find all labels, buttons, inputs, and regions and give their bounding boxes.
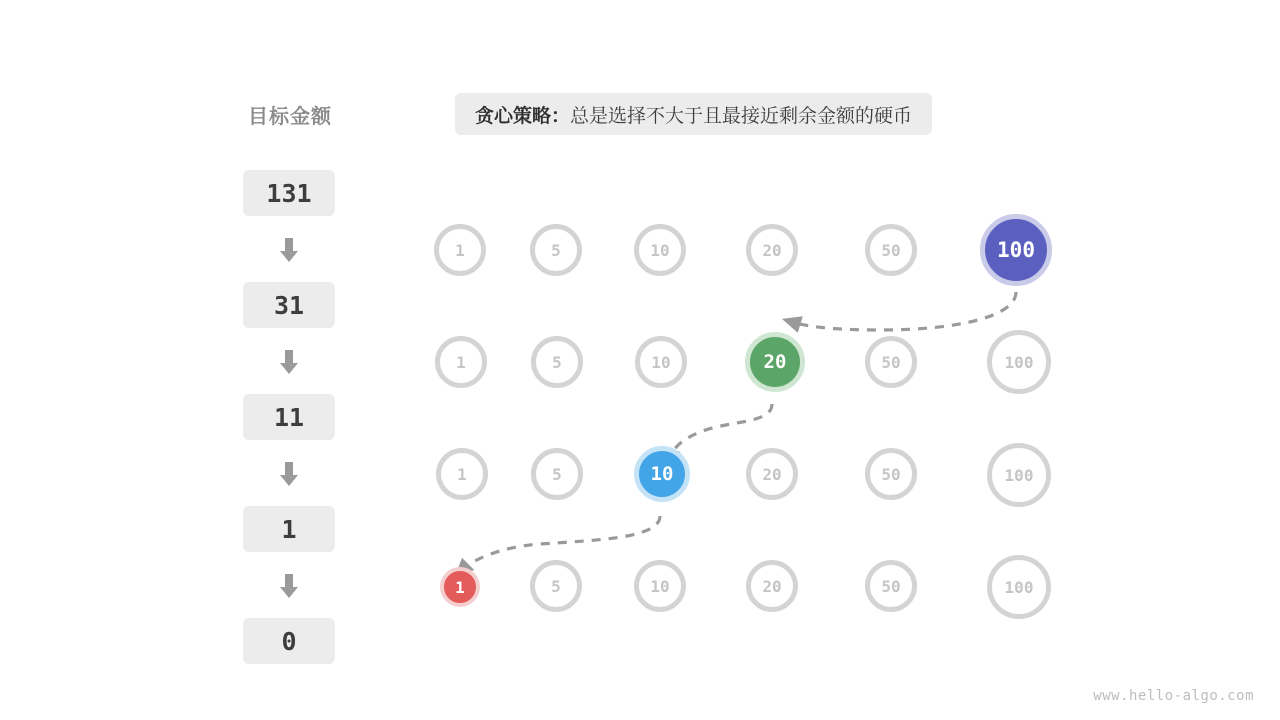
coin-100[interactable]: 100 [987,443,1051,507]
coin-50[interactable]: 50 [865,560,917,612]
coin-100[interactable]: 100 [987,555,1051,619]
coin-10[interactable]: 10 [634,224,686,276]
coin-50[interactable]: 50 [865,224,917,276]
arrow-down-icon [278,572,300,600]
coin-20[interactable]: 20 [746,224,798,276]
arrow-down-icon [278,460,300,488]
amount-box-1: 31 [243,282,335,328]
coin-20[interactable]: 20 [746,448,798,500]
greedy-strategy-banner [455,93,932,135]
coin-100-selected[interactable]: 100 [980,214,1052,286]
coin-10-selected[interactable]: 10 [634,446,690,502]
coin-5[interactable]: 5 [530,560,582,612]
coin-1[interactable]: 1 [436,448,488,500]
arrow-down-icon [278,348,300,376]
site-url: www.hello-algo.com [1093,688,1254,704]
banner-strong-text: 贪心策略： [475,105,571,127]
coin-10[interactable]: 10 [634,560,686,612]
coin-10[interactable]: 10 [635,336,687,388]
amount-box-0: 131 [243,170,335,216]
coin-1[interactable]: 1 [435,336,487,388]
amount-box-4: 0 [243,618,335,664]
coin-5[interactable]: 5 [531,448,583,500]
coin-5[interactable]: 5 [530,224,582,276]
coin-50[interactable]: 50 [865,448,917,500]
coin-1-selected[interactable]: 1 [440,567,480,607]
coin-1[interactable]: 1 [434,224,486,276]
coin-5[interactable]: 5 [531,336,583,388]
coin-20[interactable]: 20 [746,560,798,612]
amount-box-2: 11 [243,394,335,440]
target-amount-title: 目标金额 [248,106,332,128]
arrow-down-icon [278,236,300,264]
coin-20-selected[interactable]: 20 [745,332,805,392]
amount-box-3: 1 [243,506,335,552]
coin-100[interactable]: 100 [987,330,1051,394]
coin-50[interactable]: 50 [865,336,917,388]
banner-text: 总是选择不大于且最接近剩余金额的硬币 [570,105,913,127]
